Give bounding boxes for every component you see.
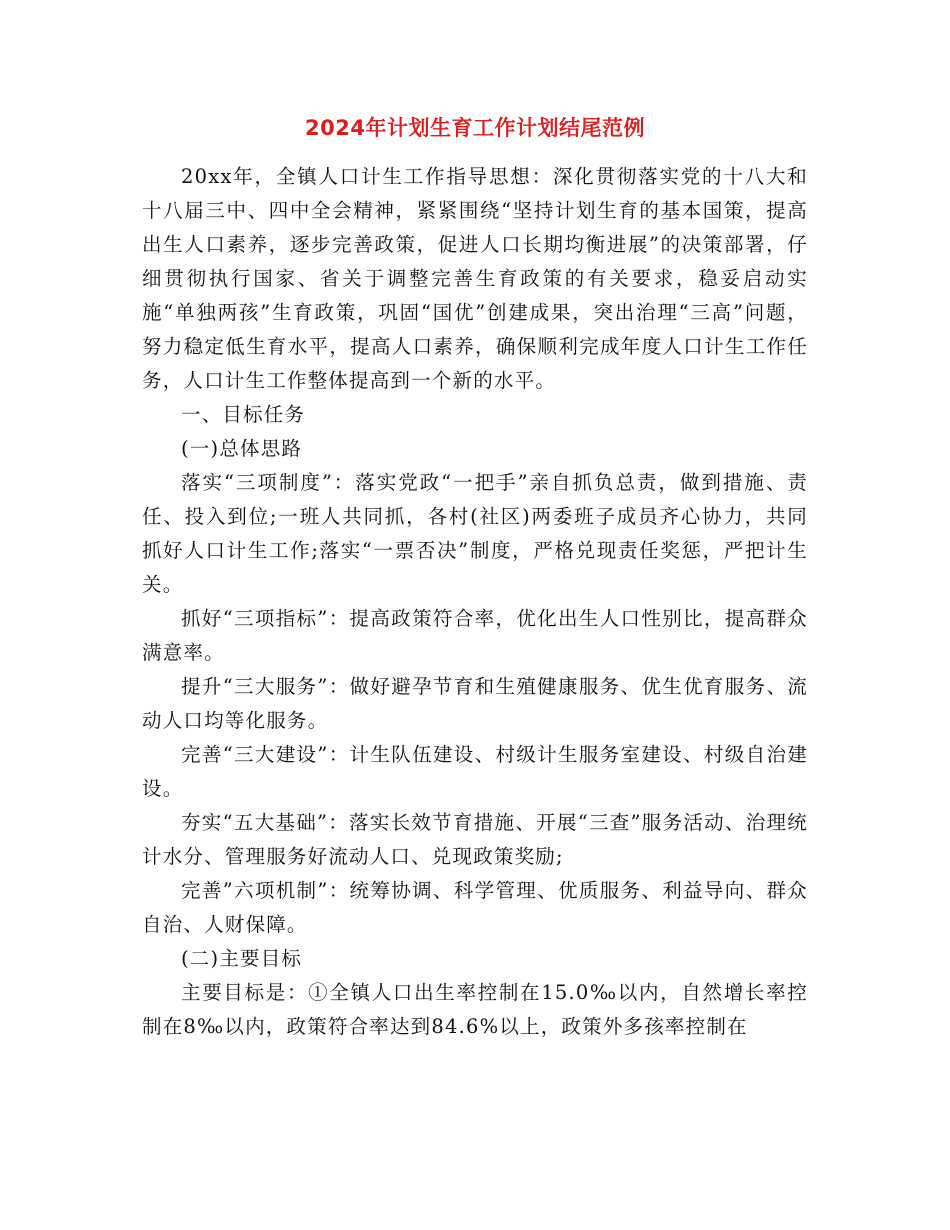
paragraph-three-indicators: 抓好“三项指标”：提高政策符合率，优化出生人口性别比，提高群众满意率。 [142,607,808,664]
heading-subsection-2: (二)主要目标 [181,947,303,970]
paragraph-three-services: 提升“三大服务”：做好避孕节育和生殖健康服务、优生优育服务、流动人口均等化服务。 [142,675,808,732]
paragraph-five-foundations: 夯实“五大基础”：落实长效节育措施、开展“三查”服务活动、治理统计水分、管理服务好流动人口、兑现政策奖励; [142,811,808,868]
paragraph-main-targets: 主要目标是：①全镇人口出生率控制在15.0‰以内，自然增长率控制在8‰以内，政策符合率达到84.6%以上，政策外多孩率控制在 [142,981,808,1038]
paragraph-guiding-thought: 20xx年，全镇人口计生工作指导思想：深化贯彻落实党的十八大和十八届三中、四中全会精神，紧紧围绕“坚持计划生育的基本国策，提高出生人口素养，逐步完善政策，促进人口长期均衡进展”的决策部署，仔细贯彻执行国家、省关于调整完善生育政策的有关要求，稳妥启动实施“单独两孩”生育政策，巩固“国优”创建成果，突出治理“三高”问题，努力稳定低生育水平，提高人口素养，确保顺利完成年度人口计生工作任务，人口计生工作整体提高到一个新的水平。 [142,165,808,392]
document-title: 2024年计划生育工作计划结尾范例 [305,116,645,140]
paragraph-six-mechanisms: 完善”六项机制”：统筹协调、科学管理、优质服务、利益导向、群众自治、人财保障。 [142,879,808,936]
paragraph-three-constructions: 完善“三大建设”：计生队伍建设、村级计生服务室建设、村级自治建设。 [142,743,808,800]
heading-subsection-1: (一)总体思路 [181,437,303,460]
paragraph-three-systems: 落实“三项制度”：落实党政“一把手”亲自抓负总责，做到措施、责任、投入到位;一班人共同抓，各村(社区)两委班子成员齐心协力，共同抓好人口计生工作;落实“一票否决”制度，严格兑现责任奖惩，严把计生关。 [142,471,808,596]
heading-section-1: 一、目标任务 [181,403,306,426]
